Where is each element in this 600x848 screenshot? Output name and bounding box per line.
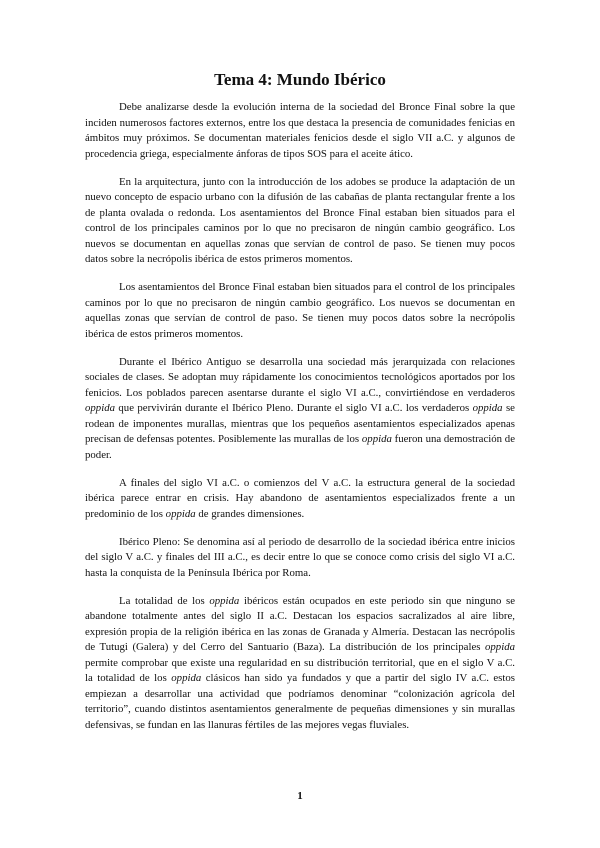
paragraph <box>85 280 515 342</box>
text-run: que pervivirán durante el Ibérico Pleno. Durante el siglo VI a.C. los verdaderos <box>115 402 473 414</box>
paragraph <box>85 476 515 523</box>
text-run: permite comprobar que existe una regularidad en su distribución territorial, que en el siglo V a.C. la totalidad de los <box>85 656 515 684</box>
paragraph <box>85 100 515 162</box>
italic-term: oppida <box>485 641 515 653</box>
text-run: de grandes dimensiones. <box>195 507 305 520</box>
paragraph <box>85 594 515 734</box>
page-title: Tema 4: Mundo Ibérico <box>214 70 386 89</box>
text-run: Durante el Ibérico Antiguo se desarrolla una sociedad más jerarquizada con relaciones sociales de clases. Se adoptan muy rápidamente los conocimientos tecnológicos aportados por los fenicios. Los poblados parecen asentarse durante el siglo VI a.C., convirtiéndose en verdaderos <box>85 355 515 399</box>
italic-term: oppida <box>472 402 503 414</box>
text-run: fueron una demostración de poder. <box>85 433 516 461</box>
text-run: Debe analizarse desde la evolución interna de la sociedad del Bronce Final sobre la que inciden numerosos factores externos, entre los que destaca la presencia de comunidades fenicias en ámbitos muy próximos. Se documentan materiales fenicios desde el siglo VII a.C. y algunos de procedencia griega, especialmente ánforas de tipos SOS para el aceite ático. <box>85 101 515 160</box>
page-number: 1 <box>297 790 303 802</box>
text-run: Ibérico Pleno: Se denomina así al periodo de desarrollo de la sociedad ibérica entre inicios del siglo V a.C. y finales del III a.C., es decir entre lo que se conoce como crisis del siglo VI a.C. hasta la conquista de la Península Ibérica por Roma. <box>85 535 515 579</box>
italic-term: oppida <box>361 433 392 445</box>
italic-term: oppida <box>165 507 196 520</box>
paragraph <box>85 355 515 464</box>
paragraph <box>85 535 515 582</box>
text-run: La totalidad de los <box>119 594 210 607</box>
text-run: clásicos han sido ya fundados y que a partir del siglo IV a.C. estos empiezan a desarrollar una actividad que podríamos denominar “colonización agrícola del territorio”, cuando distintos asentamientos generalmente de pequeñas dimensiones y sin murallas defensivas, se fundan en las llanuras fértiles de las mejores vegas fluviales. <box>85 672 515 731</box>
document-body <box>85 100 515 746</box>
text-run: se rodean de imponentes murallas, mientras que los pequeños asentamientos especializados apenas precisan de defensas potentes. Posiblemente las murallas de los <box>85 402 515 445</box>
paragraph <box>85 175 515 268</box>
text-run: ibéricos están ocupados en este periodo sin que ninguno se abandone totalmente antes del siglo II a.C. Destacan los espacios sacralizados al aire libre, expresión propia de la religión ibérica en las zonas de Granada y Almería. Destacan las necrópolis de Tutugi (Galera) y del Cerro del Santuario (Baza). La distribución de los principales <box>85 594 515 653</box>
italic-term: oppida <box>209 594 240 607</box>
text-run: A finales del siglo VI a.C. o comienzos del V a.C. la estructura general de la sociedad ibérica parece entrar en crisis. Hay abandono de asentamientos especializados frente a un predominio de los <box>85 476 515 520</box>
text-run: Los asentamientos del Bronce Final estaban bien situados para el control de los principales caminos por lo que no precisaron de ningún cambio geográfico. Los nuevos se documentan en aquellas zonas que servían de control de paso. Se tienen muy pocos datos sobre la necrópolis ibérica de estos primeros momentos. <box>85 281 515 340</box>
text-run: En la arquitectura, junto con la introducción de los adobes se produce la adaptación de un nuevo concepto de espacio urbano con la difusión de las cabañas de planta rectangular frente a los de planta ovalada o redonda. Los asentamientos del Bronce Final estaban bien situados para el control de los principales caminos por lo que no precisaron de ningún cambio geográfico. Los nuevos se documentan en aquellas zonas que servían de control de paso. Se tienen muy pocos datos sobre la necrópolis ibérica de estos primeros momentos. <box>85 175 515 265</box>
italic-term: oppida <box>85 402 115 414</box>
italic-term: oppida <box>171 672 202 684</box>
